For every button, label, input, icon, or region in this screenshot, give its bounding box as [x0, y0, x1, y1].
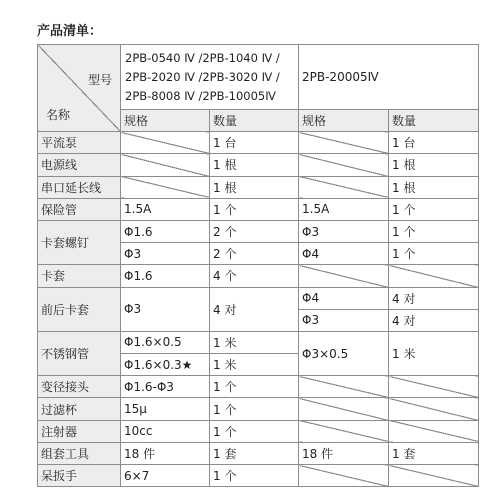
table-row: [38, 398, 479, 420]
table-row: [38, 265, 479, 287]
item-spec: 18 件: [299, 442, 389, 464]
item-name: 保险管: [38, 198, 121, 220]
item-spec: Φ1.6-Φ3: [121, 376, 210, 398]
item-spec: Φ1.6×0.3★: [121, 354, 210, 376]
item-name: 串口延长线: [38, 176, 121, 198]
item-qty: 1 个: [389, 220, 479, 242]
item-spec: 1.5A: [121, 198, 210, 220]
item-name: 过滤杯: [38, 398, 121, 420]
model-header: 型号: [87, 73, 112, 87]
table-row: [38, 287, 479, 309]
item-name: 卡套螺钉: [38, 220, 121, 264]
table-row: [38, 198, 479, 220]
model-group-b: 2PB-20005Ⅳ: [299, 45, 479, 110]
item-spec: Φ3: [121, 243, 210, 265]
empty-spec-cell: [121, 132, 210, 154]
item-spec: Φ3×0.5: [299, 331, 389, 375]
item-name: 变径接头: [38, 376, 121, 398]
item-spec: 1.5A: [299, 198, 389, 220]
item-name: 卡套: [38, 265, 121, 287]
item-name: 电源线: [38, 154, 121, 176]
item-qty: 1 个: [210, 465, 299, 487]
table-row: [38, 420, 479, 442]
item-qty: 1 米: [210, 354, 299, 376]
table-row: [38, 442, 479, 464]
item-qty: 4 对: [210, 287, 299, 331]
item-name: 不锈钢管: [38, 331, 121, 375]
item-name: 组套工具: [38, 442, 121, 464]
empty-spec-cell: [299, 176, 389, 198]
page-title: 产品清单：: [37, 24, 103, 39]
item-qty: 1 个: [389, 243, 479, 265]
empty-spec-cell: [299, 420, 389, 442]
table-row: [38, 465, 479, 487]
table-row: [38, 331, 479, 353]
table-row: [38, 132, 479, 154]
item-qty: 4 对: [389, 287, 479, 309]
item-spec: Φ1.6×0.5: [121, 331, 210, 353]
product-list-table: [37, 44, 479, 487]
item-qty: 1 个: [389, 198, 479, 220]
item-qty: 4 个: [210, 265, 299, 287]
item-qty: 1 个: [210, 420, 299, 442]
item-qty: 1 米: [210, 331, 299, 353]
table-row: [38, 220, 479, 242]
spec-header: 规格: [299, 110, 389, 132]
empty-spec-cell: [299, 376, 389, 398]
item-qty: 1 套: [210, 442, 299, 464]
item-qty: 1 个: [210, 376, 299, 398]
qty-header: 数量: [210, 110, 299, 132]
item-qty: 1 台: [210, 132, 299, 154]
empty-spec-cell: [121, 176, 210, 198]
empty-qty-cell: [389, 398, 479, 420]
item-qty: 1 套: [389, 442, 479, 464]
empty-qty-cell: [389, 465, 479, 487]
item-spec: 10cc: [121, 420, 210, 442]
item-name: 注射器: [38, 420, 121, 442]
empty-spec-cell: [299, 465, 389, 487]
item-name: 呆扳手: [38, 465, 121, 487]
item-name: 前后卡套: [38, 287, 121, 331]
item-spec: Φ3: [299, 220, 389, 242]
item-qty: 1 根: [210, 154, 299, 176]
item-qty: 1 根: [389, 176, 479, 198]
item-name: 平流泵: [38, 132, 121, 154]
item-qty: 1 米: [389, 331, 479, 375]
table-row: [38, 176, 479, 198]
item-qty: 1 台: [389, 132, 479, 154]
item-spec: 6×7: [121, 465, 210, 487]
item-qty: 1 个: [210, 398, 299, 420]
empty-spec-cell: [299, 398, 389, 420]
item-qty: 1 根: [210, 176, 299, 198]
model-group-a: 2PB-0540 Ⅳ /2PB-1040 Ⅳ / 2PB-2020 Ⅳ /2PB-3020 Ⅳ / 2PB-8008 Ⅳ /2PB-10005Ⅳ: [121, 45, 299, 110]
table-row: [38, 376, 479, 398]
empty-spec-cell: [299, 132, 389, 154]
table-header-row: [38, 45, 479, 110]
table-row: [38, 154, 479, 176]
empty-qty-cell: [389, 376, 479, 398]
empty-spec-cell: [299, 265, 389, 287]
empty-spec-cell: [121, 154, 210, 176]
item-spec: Φ4: [299, 243, 389, 265]
qty-header: 数量: [389, 110, 479, 132]
item-spec: 15μ: [121, 398, 210, 420]
item-spec: 18 件: [121, 442, 210, 464]
item-spec: Φ4: [299, 287, 389, 309]
name-header: 名称: [46, 108, 71, 123]
header-corner-cell: [38, 45, 121, 132]
item-qty: 2 个: [210, 220, 299, 242]
empty-qty-cell: [389, 420, 479, 442]
empty-qty-cell: [389, 265, 479, 287]
item-spec: Φ3: [121, 287, 210, 331]
item-qty: 1 个: [210, 198, 299, 220]
empty-spec-cell: [299, 154, 389, 176]
item-qty: 1 根: [389, 154, 479, 176]
item-spec: Φ1.6: [121, 220, 210, 242]
item-qty: 4 对: [389, 309, 479, 331]
item-spec: Φ1.6: [121, 265, 210, 287]
item-spec: Φ3: [299, 309, 389, 331]
item-qty: 2 个: [210, 243, 299, 265]
spec-header: 规格: [121, 110, 210, 132]
